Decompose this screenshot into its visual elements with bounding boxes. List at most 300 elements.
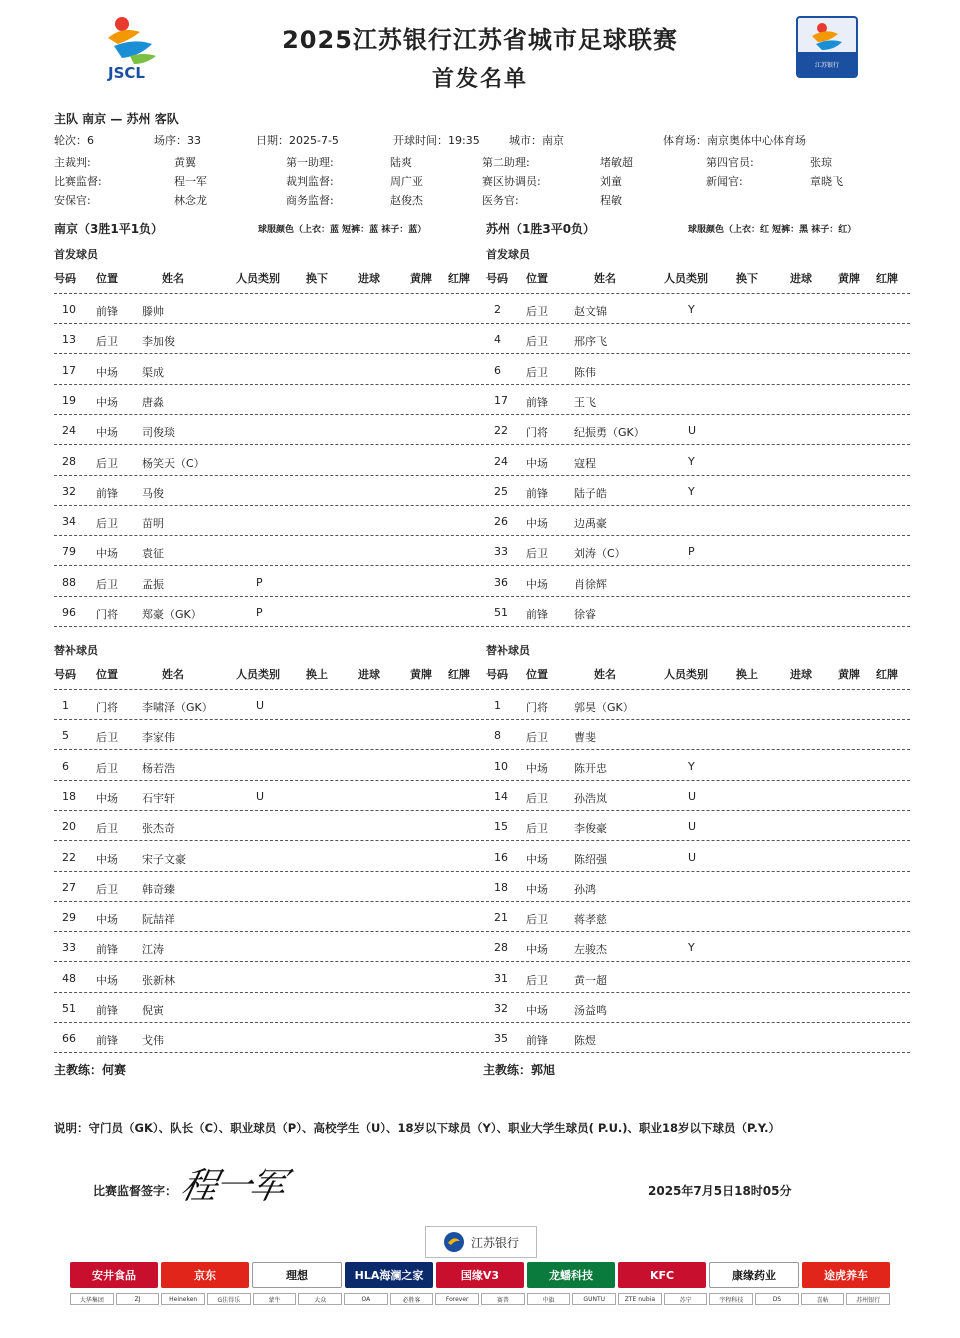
player-position: 后卫	[526, 335, 548, 349]
player-name: 赵文锦	[574, 305, 607, 318]
stadium: 体育场：南京奥体中心体育场	[663, 134, 806, 147]
player-number: 5	[62, 729, 69, 743]
round: 轮次：6	[54, 134, 94, 147]
official-name: 黄翼	[174, 156, 196, 169]
table-row	[54, 1023, 484, 1053]
player-position: 中场	[526, 852, 548, 866]
sponsor-logo-small: 中旗	[527, 1293, 571, 1305]
player-position: 中场	[96, 913, 118, 927]
column-header: 黄牌	[410, 668, 432, 681]
player-position: 前锋	[96, 486, 118, 500]
player-number: 22	[62, 850, 76, 864]
player-category: U	[688, 850, 697, 864]
official-label: 第二助理:	[482, 156, 530, 169]
sponsor-strip	[70, 1262, 890, 1288]
player-number: 22	[494, 424, 508, 438]
player-name: 李家伟	[142, 731, 175, 745]
player-number: 1	[62, 699, 69, 712]
player-position: 中场	[526, 577, 548, 591]
sponsor-logo: 京东	[161, 1262, 249, 1288]
player-number: 28	[494, 941, 508, 955]
table-row	[486, 506, 910, 536]
player-number: 2	[494, 303, 501, 316]
column-header: 黄牌	[838, 272, 860, 285]
player-name: 陈开忠	[574, 761, 607, 775]
player-name: 张新林	[142, 973, 175, 987]
column-header: 红牌	[448, 272, 470, 285]
column-header: 换上	[306, 668, 328, 681]
player-number: 6	[494, 363, 501, 377]
column-header: 红牌	[876, 668, 898, 681]
bank-name: 江苏银行	[470, 1235, 519, 1250]
player-number: 51	[494, 606, 508, 619]
sponsor-logo: 龙蟠科技	[527, 1262, 615, 1288]
player-number: 1	[494, 699, 501, 712]
player-number: 28	[62, 454, 76, 468]
away-team-name: 苏州（1胜3平0负）	[486, 222, 596, 236]
player-number: 51	[62, 1002, 76, 1015]
player-name: 戈伟	[142, 1034, 164, 1048]
official-name: 林念龙	[174, 194, 207, 207]
sponsor-logo-small: OA	[344, 1293, 388, 1305]
player-name: 江涛	[142, 943, 164, 957]
player-position: 中场	[96, 547, 118, 561]
table-row	[486, 415, 910, 445]
sponsor-strip-small	[70, 1293, 890, 1305]
official-name: 赵俊杰	[390, 194, 423, 207]
table-row	[54, 476, 484, 506]
player-position: 门将	[526, 701, 548, 714]
column-header: 人员类别	[236, 668, 280, 681]
official-label: 第一助理:	[286, 156, 334, 169]
player-position: 前锋	[96, 1004, 118, 1017]
player-number: 24	[62, 424, 76, 438]
table-row	[54, 932, 484, 962]
bank-logo	[425, 1226, 537, 1258]
column-header: 人员类别	[664, 272, 708, 285]
player-number: 10	[62, 303, 76, 316]
column-header: 姓名	[162, 668, 184, 681]
city: 城市：南京	[509, 134, 564, 147]
player-position: 前锋	[526, 395, 548, 409]
player-name: 李加俊	[142, 335, 175, 349]
player-name: 肖徐辉	[574, 577, 607, 591]
player-number: 32	[62, 484, 76, 498]
table-row	[54, 720, 484, 750]
table-row	[486, 781, 910, 811]
sponsor-logo: 国缘V3	[436, 1262, 524, 1288]
player-name: 孙鸿	[574, 882, 596, 896]
player-name: 宋子文豪	[142, 852, 186, 866]
player-number: 31	[494, 971, 508, 985]
table-row	[486, 476, 910, 506]
column-header: 号码	[486, 668, 508, 681]
table-row	[54, 385, 484, 415]
table-row	[486, 446, 910, 476]
player-name: 陈绍强	[574, 852, 607, 866]
official-name: 陆爽	[390, 156, 412, 169]
player-name: 徐睿	[574, 608, 596, 621]
player-position: 门将	[96, 608, 118, 621]
table-row	[54, 446, 484, 476]
table-row	[486, 963, 910, 993]
player-name: 边禹豪	[574, 517, 607, 531]
table-row	[54, 751, 484, 781]
player-name: 陆子皓	[574, 486, 607, 500]
official-name: 刘童	[600, 175, 622, 188]
column-header: 换下	[306, 272, 328, 285]
home-kit-colors: 球服颜色（上衣：蓝 短裤：蓝 袜子：蓝）	[258, 225, 427, 235]
player-position: 中场	[526, 456, 548, 470]
player-number: 33	[62, 941, 76, 955]
player-number: 16	[494, 850, 508, 864]
player-category: Y	[688, 303, 695, 316]
table-row	[486, 690, 910, 720]
player-number: 20	[62, 820, 76, 834]
player-number: 21	[494, 911, 508, 925]
player-position: 门将	[96, 701, 118, 714]
player-number: 26	[494, 515, 508, 529]
player-name: 郑豪（GK）	[142, 608, 202, 621]
table-row	[486, 567, 910, 597]
player-number: 79	[62, 545, 76, 559]
player-name: 渠成	[142, 365, 164, 379]
sponsor-logo-small: G佳得乐	[207, 1293, 251, 1305]
player-category: U	[688, 789, 697, 803]
player-category: U	[688, 424, 697, 438]
table-row	[54, 781, 484, 811]
official-name: 程敏	[600, 194, 622, 207]
sponsor-logo: 安井食品	[70, 1262, 158, 1288]
player-name: 蒋孝慈	[574, 913, 607, 927]
player-category: Y	[688, 454, 695, 468]
player-position: 后卫	[526, 791, 548, 805]
player-category: U	[256, 789, 265, 803]
player-name: 孙浩岚	[574, 791, 607, 805]
player-position: 后卫	[96, 456, 118, 470]
player-name: 李啸泽（GK）	[142, 701, 213, 714]
player-number: 36	[494, 575, 508, 589]
column-header: 号码	[486, 272, 508, 285]
column-header: 位置	[526, 272, 548, 285]
player-name: 唐淼	[142, 395, 164, 409]
sponsor-logo: 途虎养车	[802, 1262, 890, 1288]
table-row	[54, 324, 484, 354]
player-name: 司俊琰	[142, 426, 175, 440]
table-row	[486, 324, 910, 354]
player-number: 27	[62, 880, 76, 894]
table-row	[486, 1023, 910, 1053]
player-number: 25	[494, 484, 508, 498]
table-row	[54, 355, 484, 385]
table-row	[486, 355, 910, 385]
match-date: 日期：2025-7-5	[256, 134, 339, 147]
sponsor-logo-small: 苏州银行	[846, 1293, 890, 1305]
player-position: 中场	[526, 761, 548, 775]
player-number: 35	[494, 1032, 508, 1046]
player-name: 苗明	[142, 517, 164, 531]
away-starters-title: 首发球员	[486, 248, 530, 261]
player-name: 黄一超	[574, 973, 607, 987]
table-row	[54, 902, 484, 932]
table-row	[54, 872, 484, 902]
player-name: 韩奇臻	[142, 882, 175, 896]
player-name: 郭昊（GK）	[574, 701, 634, 714]
player-position: 后卫	[526, 731, 548, 745]
away-kit-colors: 球服颜色（上衣：红 短裤：黑 袜子：红）	[688, 225, 857, 235]
table-row	[486, 294, 910, 324]
player-name: 倪寅	[142, 1004, 164, 1017]
sponsor-logo-small: 必胜客	[390, 1293, 434, 1305]
table-row	[54, 506, 484, 536]
player-name: 马俊	[142, 486, 164, 500]
page-title: 2025江苏银行江苏省城市足球联赛	[282, 26, 678, 54]
column-header: 进球	[358, 272, 380, 285]
player-number: 13	[62, 333, 76, 347]
supervisor-signature: 程一军	[177, 1166, 288, 1207]
official-label: 新闻官:	[706, 175, 743, 188]
sponsor-logo-small: Heineken	[161, 1293, 205, 1305]
bank-emblem-icon	[443, 1231, 465, 1253]
player-position: 前锋	[96, 305, 118, 318]
player-name: 阮喆祥	[142, 913, 175, 927]
sponsor-logo: 理想	[252, 1262, 342, 1288]
player-number: 17	[62, 363, 76, 377]
player-number: 18	[494, 880, 508, 894]
table-row	[54, 993, 484, 1023]
player-position: 前锋	[526, 608, 548, 621]
sponsor-logo-small: 宇程科技	[709, 1293, 753, 1305]
official-name: 章晓飞	[810, 175, 843, 188]
player-position: 后卫	[526, 365, 548, 379]
sponsor-logo: KFC	[618, 1262, 706, 1288]
sponsor-logo-small: 大华集团	[70, 1293, 114, 1305]
player-position: 后卫	[96, 761, 118, 775]
player-name: 张杰奇	[142, 822, 175, 836]
player-position: 后卫	[526, 973, 548, 987]
player-number: 17	[494, 393, 508, 407]
kickoff-time: 开球时间：19:35	[393, 134, 480, 147]
player-position: 中场	[526, 1004, 548, 1017]
player-name: 杨笑天（C）	[142, 456, 205, 470]
table-row	[54, 690, 484, 720]
legend-note: 说明：守门员（GK）、队长（C）、职业球员（P）、高校学生（U）、18岁以下球员（Y）、职业大学生球员( P.U.)、职业18岁以下球员（P.Y.）	[54, 1121, 781, 1135]
column-header: 位置	[526, 668, 548, 681]
table-row	[486, 751, 910, 781]
sponsor-logo-small: ZTE nubia	[618, 1293, 662, 1305]
away-coach: 主教练：郭旭	[483, 1063, 556, 1077]
official-label: 主裁判:	[54, 156, 91, 169]
player-number: 48	[62, 971, 76, 985]
sponsor-logo: HLA海澜之家	[345, 1262, 433, 1288]
player-number: 19	[62, 393, 76, 407]
player-number: 29	[62, 911, 76, 925]
sponsor-logo-small: 大众	[298, 1293, 342, 1305]
player-number: 32	[494, 1002, 508, 1015]
teams-line: 主队 南京 — 苏州 客队	[54, 112, 179, 126]
player-category: P	[256, 606, 263, 619]
home-subs-title: 替补球员	[54, 644, 98, 657]
column-header: 位置	[96, 668, 118, 681]
table-row	[54, 597, 484, 627]
player-position: 中场	[96, 426, 118, 440]
player-name: 陈伟	[574, 365, 596, 379]
page-subtitle: 首发名单	[431, 67, 528, 92]
player-number: 24	[494, 454, 508, 468]
player-name: 汤益鸣	[574, 1004, 607, 1017]
table-row	[486, 536, 910, 566]
player-category: Y	[688, 941, 695, 955]
player-position: 后卫	[526, 305, 548, 318]
player-category: Y	[688, 759, 695, 773]
player-number: 8	[494, 729, 501, 743]
table-row	[54, 963, 484, 993]
player-name: 杨若浩	[142, 761, 175, 775]
player-name: 孟振	[142, 577, 164, 591]
player-position: 后卫	[96, 822, 118, 836]
sponsor-logo-small: 苏宁	[664, 1293, 708, 1305]
table-row	[54, 567, 484, 597]
column-header: 姓名	[594, 272, 616, 285]
player-number: 10	[494, 759, 508, 773]
table-row	[54, 842, 484, 872]
column-header: 黄牌	[838, 668, 860, 681]
player-name: 李俊豪	[574, 822, 607, 836]
away-subs-title: 替补球员	[486, 644, 530, 657]
column-header: 号码	[54, 668, 76, 681]
player-number: 33	[494, 545, 508, 559]
home-coach: 主教练：何赛	[54, 1063, 127, 1077]
player-name: 左骏杰	[574, 943, 607, 957]
table-row	[486, 993, 910, 1023]
table-row	[54, 536, 484, 566]
table-row	[54, 415, 484, 445]
player-position: 中场	[526, 882, 548, 896]
player-number: 96	[62, 606, 76, 619]
player-position: 中场	[96, 973, 118, 987]
table-row	[486, 597, 910, 627]
sponsor-logo: 康缘药业	[709, 1262, 799, 1288]
official-label: 医务官:	[482, 194, 519, 207]
player-position: 后卫	[526, 913, 548, 927]
sponsor-logo-small: 赛普	[481, 1293, 525, 1305]
player-name: 刘涛（C）	[574, 547, 626, 561]
sponsor-logo-small: 蒙牛	[253, 1293, 297, 1305]
column-header: 号码	[54, 272, 76, 285]
column-header: 进球	[790, 272, 812, 285]
player-number: 66	[62, 1032, 76, 1046]
table-row	[486, 720, 910, 750]
table-row	[54, 294, 484, 324]
match-number: 场序：33	[154, 134, 201, 147]
column-header: 位置	[96, 272, 118, 285]
official-label: 裁判监督:	[286, 175, 334, 188]
player-position: 前锋	[526, 486, 548, 500]
table-row	[486, 385, 910, 415]
player-name: 曹斐	[574, 731, 596, 745]
logo-text: JSCL	[108, 64, 145, 82]
player-number: 4	[494, 333, 501, 347]
column-header: 换下	[736, 272, 758, 285]
official-label: 赛区协调员:	[482, 175, 541, 188]
official-label: 第四官员:	[706, 156, 754, 169]
table-row	[486, 872, 910, 902]
player-position: 前锋	[526, 1034, 548, 1048]
player-name: 陈煜	[574, 1034, 596, 1048]
player-category: P	[256, 575, 263, 589]
column-header: 黄牌	[410, 272, 432, 285]
sponsor-logo-small: GUNTU	[572, 1293, 616, 1305]
table-row	[486, 842, 910, 872]
supervisor-signature-label: 比赛监督签字：	[93, 1184, 178, 1198]
player-category: P	[688, 545, 695, 559]
player-category: Y	[688, 484, 695, 498]
player-position: 中场	[96, 791, 118, 805]
player-name: 袁征	[142, 547, 164, 561]
player-position: 中场	[526, 517, 548, 531]
column-header: 红牌	[448, 668, 470, 681]
home-team-name: 南京（3胜1平1负）	[54, 222, 164, 236]
column-header: 红牌	[876, 272, 898, 285]
sponsor-logo-small: Forever	[435, 1293, 479, 1305]
player-name: 纪振勇（GK）	[574, 426, 645, 440]
official-name: 周广亚	[390, 175, 423, 188]
player-position: 后卫	[526, 822, 548, 836]
column-header: 换上	[736, 668, 758, 681]
player-number: 15	[494, 820, 508, 834]
player-position: 前锋	[96, 943, 118, 957]
player-position: 门将	[526, 426, 548, 440]
player-position: 后卫	[96, 335, 118, 349]
home-starters-title: 首发球员	[54, 248, 98, 261]
player-name: 滕帅	[142, 305, 164, 318]
sponsor-logo-small: 喜帖	[801, 1293, 845, 1305]
table-row	[486, 902, 910, 932]
player-name: 寇程	[574, 456, 596, 470]
player-number: 34	[62, 515, 76, 529]
column-header: 姓名	[162, 272, 184, 285]
player-position: 后卫	[526, 547, 548, 561]
player-position: 中场	[96, 395, 118, 409]
column-header: 人员类别	[236, 272, 280, 285]
signature-datetime: 2025年7月5日18时05分	[648, 1184, 792, 1198]
official-label: 比赛监督:	[54, 175, 102, 188]
official-name: 堵敏超	[600, 156, 633, 169]
player-number: 6	[62, 759, 69, 773]
player-position: 中场	[96, 852, 118, 866]
player-number: 14	[494, 789, 508, 803]
player-position: 后卫	[96, 577, 118, 591]
official-name: 程一军	[174, 175, 207, 188]
column-header: 进球	[790, 668, 812, 681]
table-row	[486, 811, 910, 841]
sponsor-logo-small: DS	[755, 1293, 799, 1305]
player-position: 前锋	[96, 1034, 118, 1048]
table-row	[486, 932, 910, 962]
player-number: 88	[62, 575, 76, 589]
official-label: 商务监督:	[286, 194, 334, 207]
player-position: 后卫	[96, 731, 118, 745]
sponsor-logo-small: ZJ	[116, 1293, 160, 1305]
column-header: 姓名	[594, 668, 616, 681]
table-row	[54, 811, 484, 841]
player-name: 邢序飞	[574, 335, 607, 349]
official-label: 安保官:	[54, 194, 91, 207]
player-category: U	[256, 699, 265, 712]
player-number: 18	[62, 789, 76, 803]
official-name: 张琼	[810, 156, 832, 169]
player-name: 石宇轩	[142, 791, 175, 805]
